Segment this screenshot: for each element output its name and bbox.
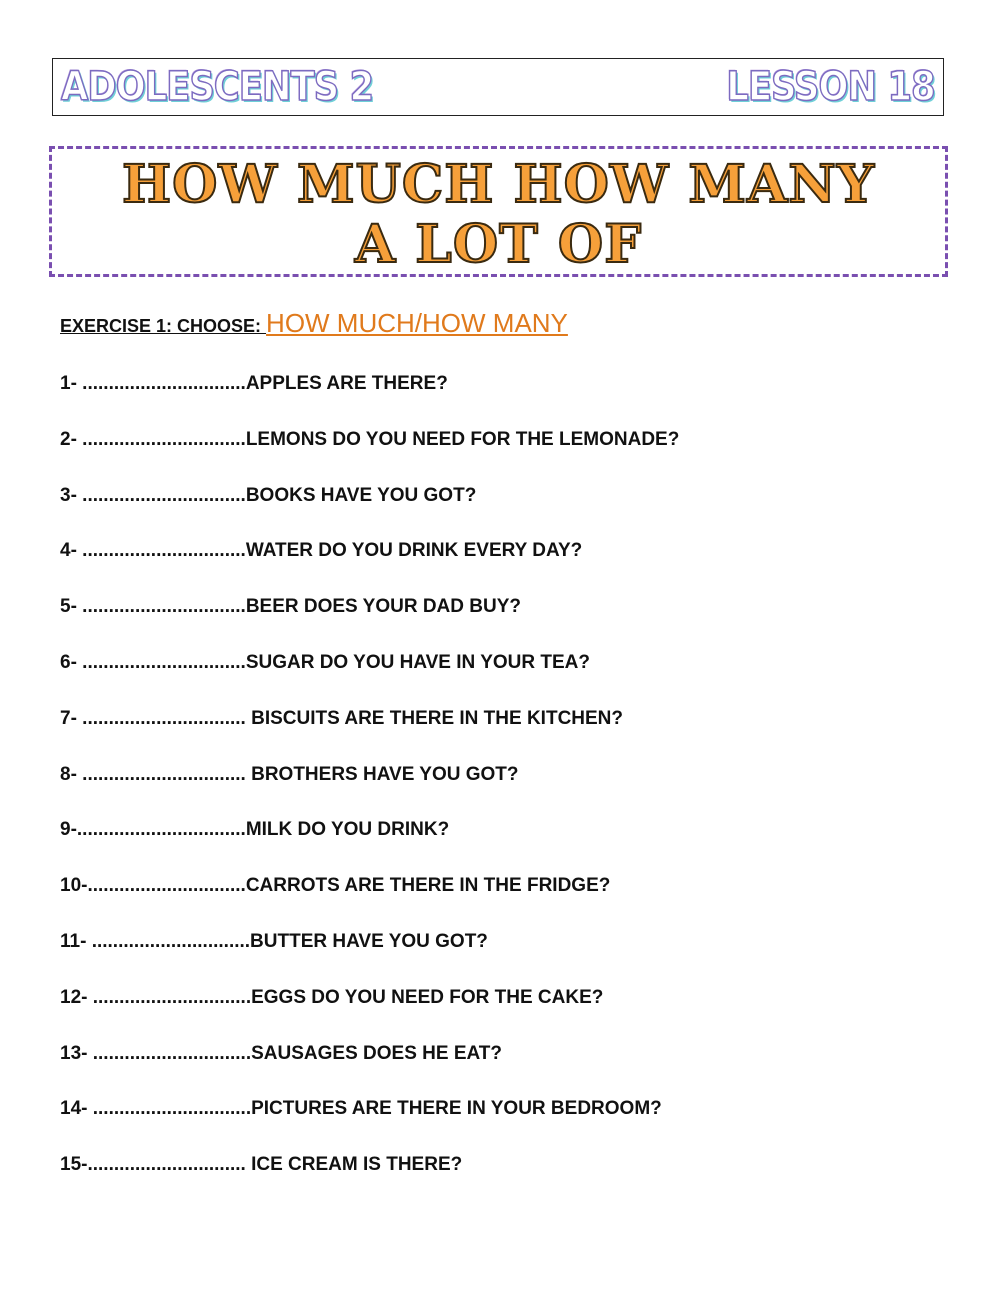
lesson-number: LESSON 18 (726, 64, 935, 110)
exercise-choice: HOW MUCH/HOW MANY (266, 308, 568, 338)
exercise-heading (60, 308, 568, 339)
exercise-label: EXERCISE 1: CHOOSE: (60, 316, 267, 336)
question-item: 13- ..............................SAUSAGES DOES HE EAT? (60, 1042, 503, 1064)
question-item: 6- ...............................SUGAR DO YOU HAVE IN YOUR TEA? (60, 651, 590, 673)
worksheet-title-box (49, 146, 948, 277)
question-item: 4- ...............................WATER DO YOU DRINK EVERY DAY? (60, 540, 583, 562)
question-item: 5- ...............................BEER DOES YOUR DAD BUY? (60, 596, 522, 618)
question-item: 15-.............................. ICE CREAM IS THERE? (60, 1154, 463, 1176)
course-title: ADOLESCENTS 2 (61, 64, 374, 110)
question-item: 11- ..............................BUTTER HAVE YOU GOT? (60, 930, 488, 952)
question-item: 10-..............................CARROTS ARE THERE IN THE FRIDGE? (60, 875, 611, 897)
question-item: 14- ..............................PICTURES ARE THERE IN YOUR BEDROOM? (60, 1098, 662, 1120)
header-box (52, 58, 944, 116)
question-item: 8- ............................... BROTHERS HAVE YOU GOT? (60, 763, 519, 785)
question-item: 2- ...............................LEMONS DO YOU NEED FOR THE LEMONADE? (60, 428, 680, 450)
question-item: 12- ..............................EGGS DO YOU NEED FOR THE CAKE? (60, 986, 604, 1008)
question-list (60, 370, 679, 1207)
worksheet-title-line-2: A LOT OF (354, 214, 643, 275)
question-item: 7- ............................... BISCUITS ARE THERE IN THE KITCHEN? (60, 707, 624, 729)
worksheet-title-line-1: HOW MUCH HOW MANY (122, 154, 875, 215)
question-item: 9-................................MILK DO YOU DRINK? (60, 819, 450, 841)
question-item: 3- ...............................BOOKS HAVE YOU GOT? (60, 484, 477, 506)
question-item: 1- ...............................APPLES ARE THERE? (60, 373, 448, 394)
